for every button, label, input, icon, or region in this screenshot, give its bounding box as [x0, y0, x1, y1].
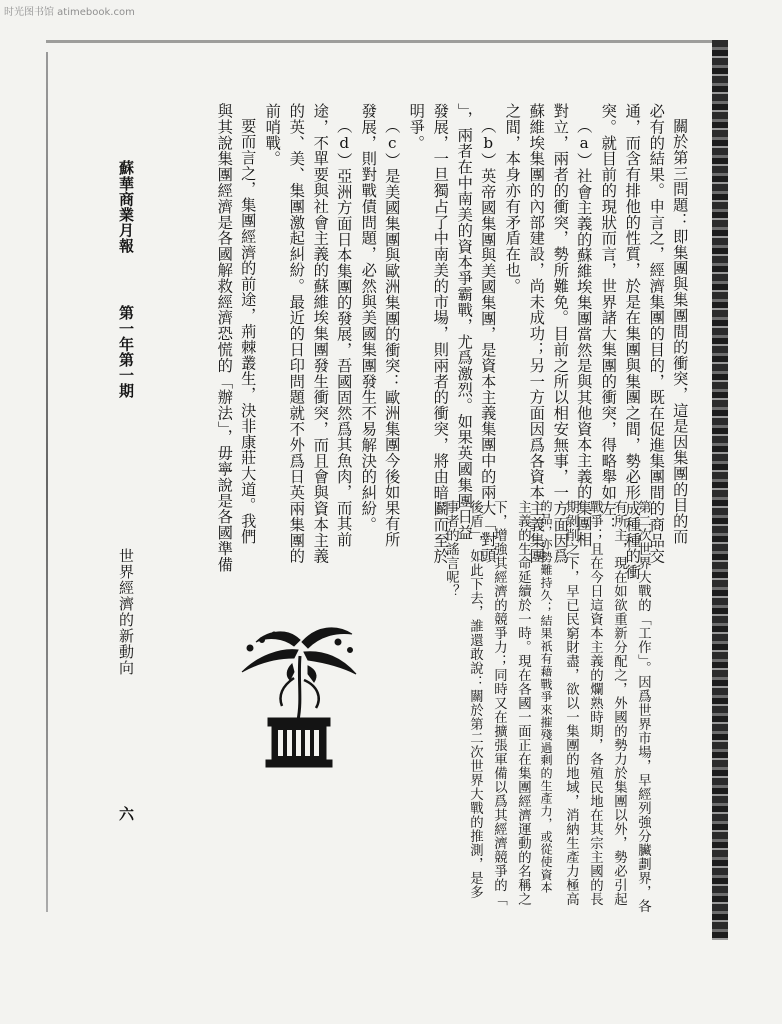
text-column: （d）亞洲方面日本集團的發展，吾國固然爲其魚肉，而其前 [335, 118, 354, 548]
text-column: 第二次世界大戰的「工作」。因爲世界市場，早經列強分臟劃界，各 [635, 500, 651, 914]
text-column: 」，兩者在中南美的資本爭霸戰，尤爲激烈。如果英國集團日益 [455, 103, 474, 541]
text-column: 之間，本身亦有矛盾在也。 [503, 103, 522, 294]
text-column: 對立，兩者的衝突，勢所難免。目前之所以相安無事，一方面因爲 [551, 103, 570, 565]
text-column: 關於第三問題：即集團與集團間的衝突，這是因集團的目的而 [671, 118, 690, 545]
issue-label: 第一年第一期 [117, 305, 135, 399]
magazine-title: 蘇華商業月報 [117, 160, 135, 254]
text-column: 期剝削之下，早已民窮財盡，欲以一集團的地域，消納生產力極高 [563, 500, 579, 906]
text-column: 前哨戰。 [263, 103, 282, 167]
text-column: （a）社會主義的蘇維埃集團當然是與其他資本主義的集團相 [575, 118, 594, 548]
article-title: 世界經濟的新動向 [117, 548, 135, 676]
text-column: 事者的謠言呢？ [443, 500, 459, 598]
book-binding-edge [712, 40, 728, 940]
text-column: 途，不單要與社會主義的蘇維埃集團發生衝突，而且會與資本主義 [311, 103, 330, 565]
text-column: 下，增強其經濟的競爭力；同時又在擴張軍備以爲其經濟競爭的「 [491, 500, 507, 906]
text-column: （c）是美國集團與歐洲集團的衝突：歐洲集團今後如果有所 [383, 118, 402, 548]
text-column: 的英、美、集團激起糾紛。最近的日印問題就不外爲日英兩集團的 [287, 103, 306, 565]
text-column: 要而言之，集團經濟的前途，荊棘叢生，決非康莊大道。我們 [239, 118, 258, 545]
text-column: 與其說集團經濟是各國解救經濟恐慌的「辦法」，毋寧說是各國準備 [215, 103, 234, 573]
text-column: 必有的結果。申言之，經濟集團的目的，既在促進集團間的商品交 [647, 103, 666, 565]
text-column: 蘇維埃集團的內部建設，尚未成功；另一方面因爲各資本主義集團 [527, 103, 546, 565]
page-left-edge-shadow [46, 52, 48, 912]
potted-plant-illustration [228, 620, 368, 770]
text-column: 明爭。 [407, 103, 426, 151]
source-watermark: 时光图书馆 atimebook.com [4, 7, 135, 18]
text-column: （b）英帝國集團與美國集團，是資本主義集團中的兩大「對頭 [479, 118, 498, 564]
page-top-edge-shadow [46, 40, 714, 43]
text-column: 戰爭；且在今日這資本主義的爛熟時期，各殖民地在其宗主國的長 [587, 500, 603, 906]
text-column: 有所主，現在如欲重新分配之，外國的勢力於集團以外，勢必引起 [611, 500, 627, 906]
page-number: 六 [117, 806, 135, 822]
text-column: 突。就目前的現狀而言，世界諸大集團的衝突，得略舉如左： [599, 103, 618, 533]
text-column: 後盾」，如此下去，誰還敢說：關於第二次世界大戰的推測，是多 [467, 500, 483, 900]
text-column: 主義的生命延續於一時。現在各國一面正在集團經濟運動的名稱之 [515, 500, 531, 906]
text-column: 通，而含有排他的性質，於是在集團與集團之間，勢必形成種種的衝 [623, 103, 642, 580]
text-column: 發展，則對戰債問題，必然與美國集團發生不易解決的糾紛。 [359, 103, 378, 533]
text-column: 的品，亦勢難持久；結果祇有藉戰爭來摧殘過剩的生產力，或從使資本 [539, 500, 554, 894]
text-column: 發展，一旦獨占了中南美的市場，則兩者的衝突，將由暗鬬而至於 [431, 103, 450, 565]
